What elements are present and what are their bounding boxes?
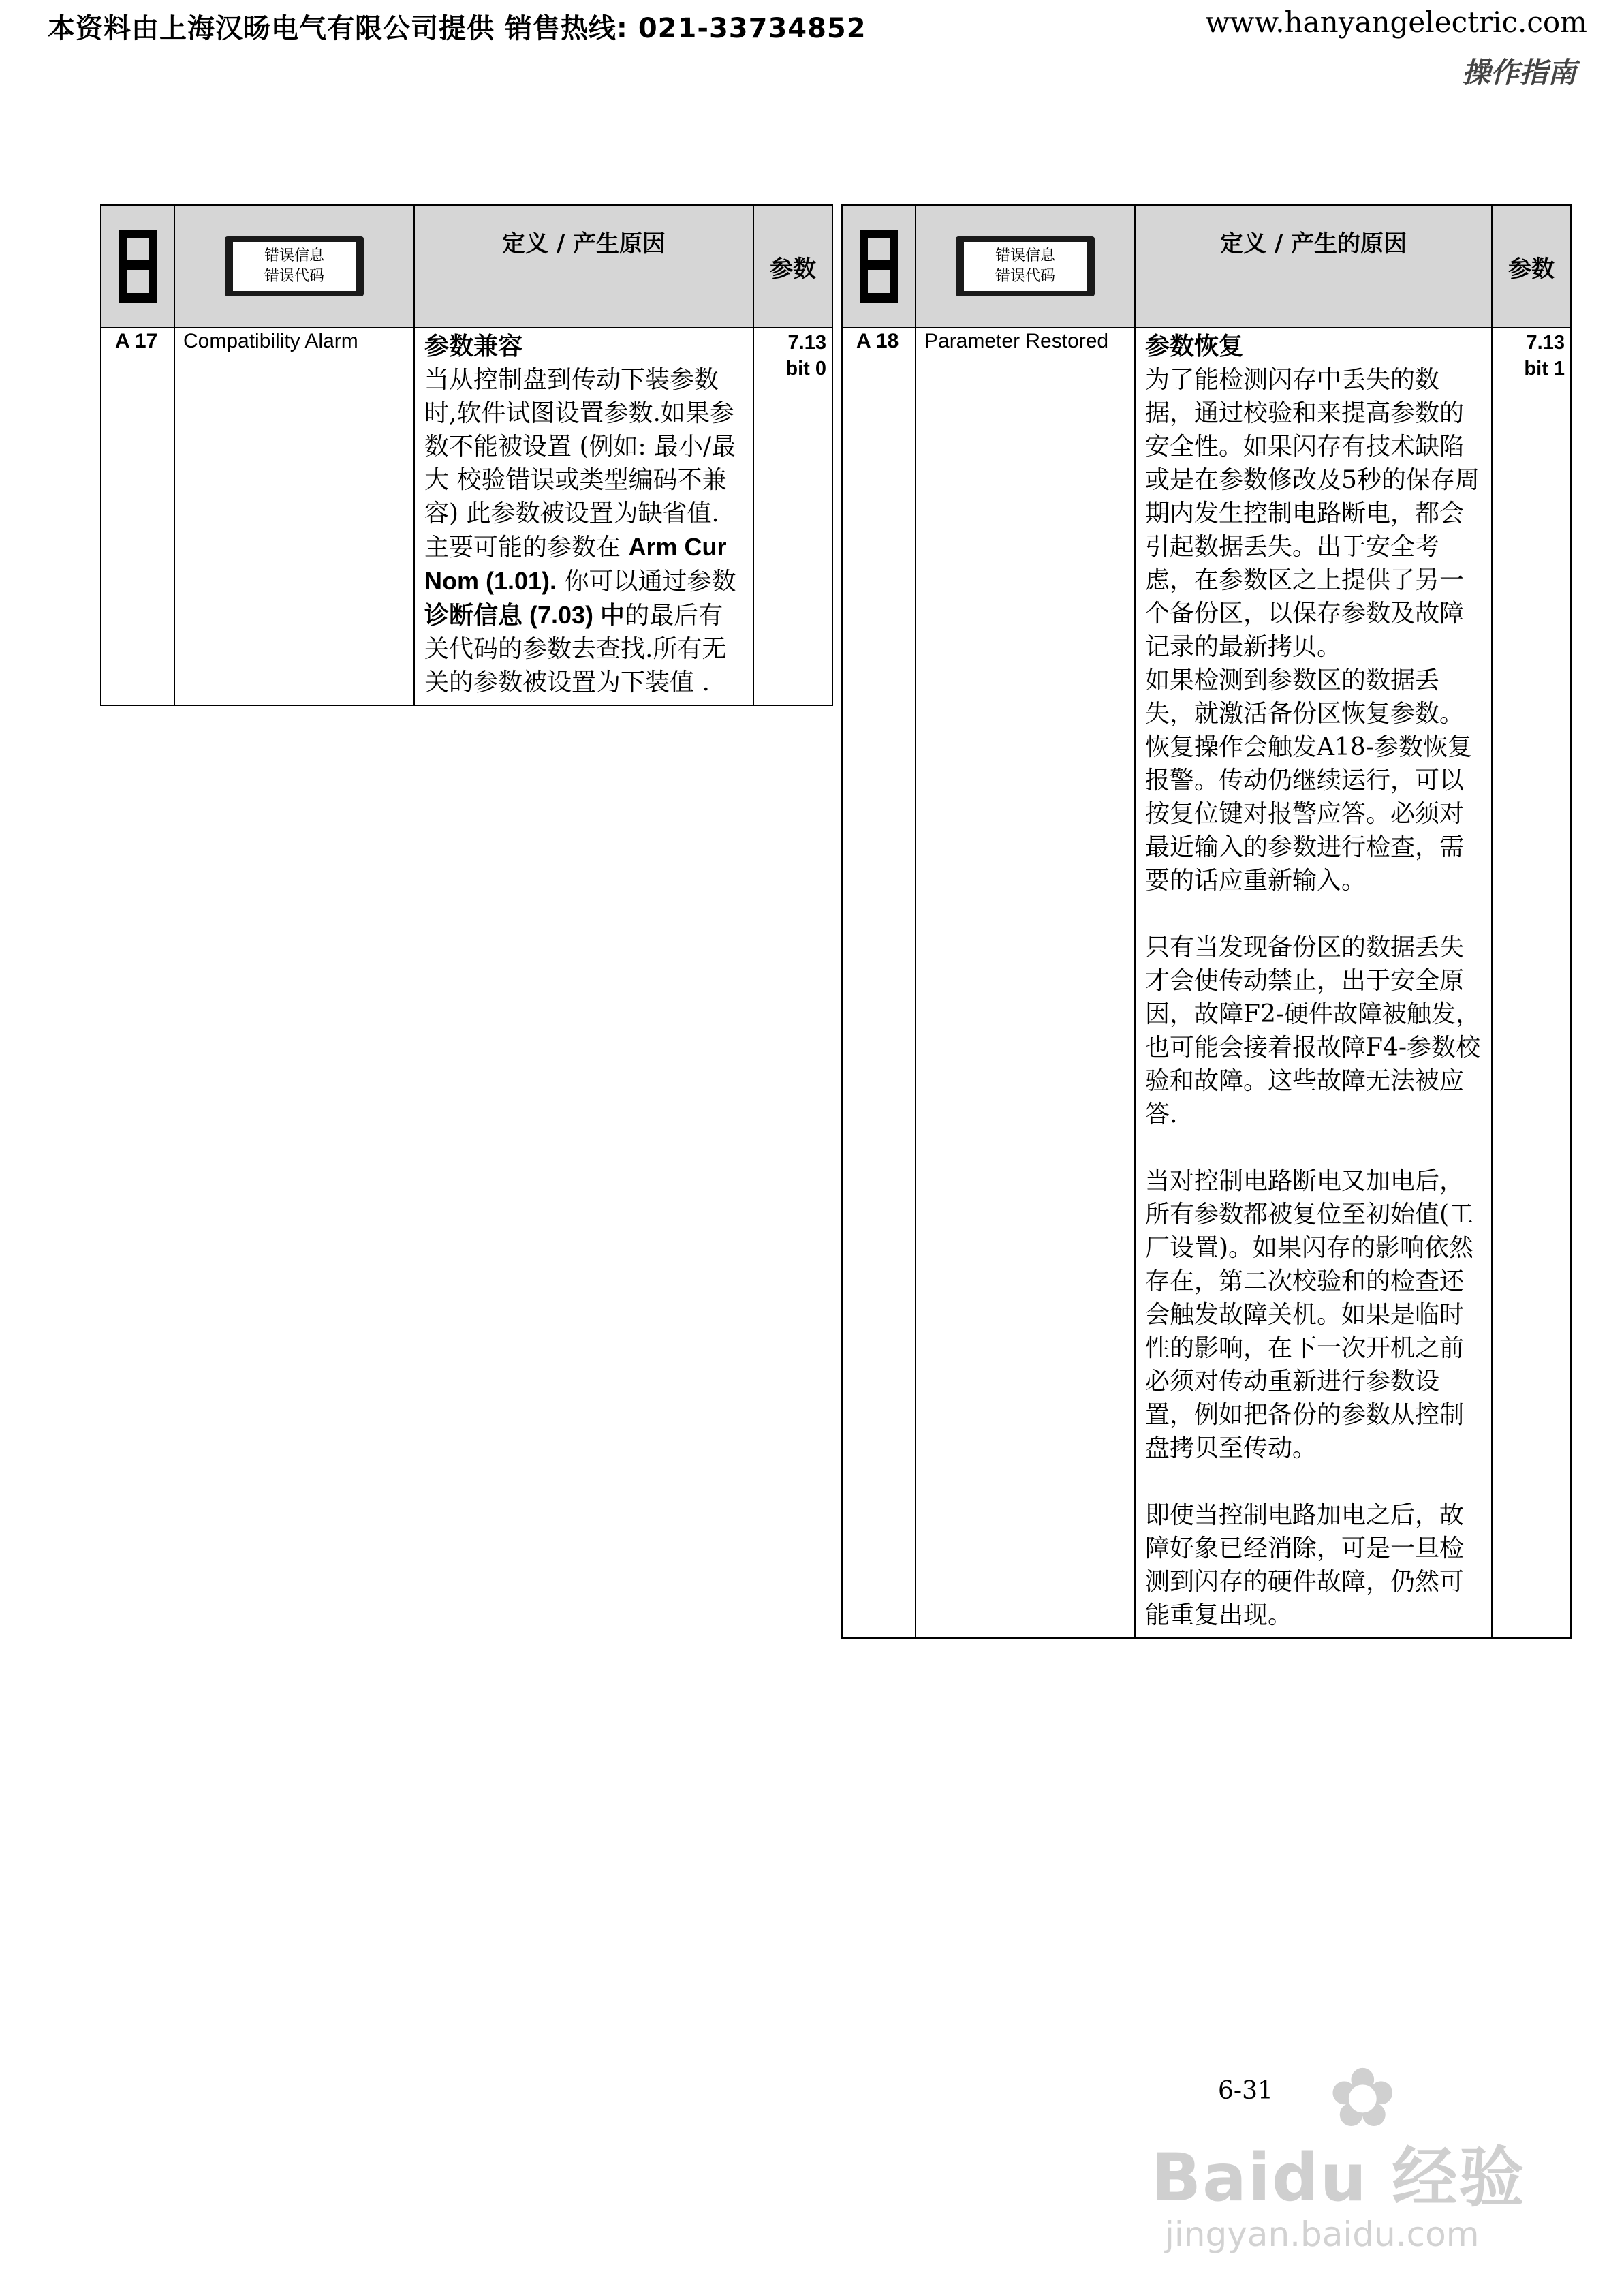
- seven-segment-display-icon: [119, 230, 157, 303]
- parameter-reference: 诊断信息 (7.03) 中: [424, 601, 625, 629]
- watermark-url: jingyan.baidu.com: [1165, 2215, 1480, 2254]
- fault-name: Parameter Restored: [916, 328, 1135, 1638]
- watermark-brand: Baidu 经验: [1151, 2140, 1526, 2216]
- lcd-line-error-code: 错误代码: [264, 268, 324, 285]
- seven-segment-icon-cell: [101, 205, 174, 328]
- lcd-line-error-message: 错误信息: [264, 247, 324, 264]
- page-number: 6-31: [1218, 2077, 1273, 2105]
- table-row: [842, 328, 1571, 1638]
- description-title: 参数兼容: [424, 332, 523, 360]
- seven-segment-display-icon: [860, 230, 898, 303]
- description-text: 你可以通过参数: [557, 568, 736, 596]
- company-hotline: 本资料由上海汉旸电气有限公司提供 销售热线: 021-33734852: [48, 13, 866, 44]
- fault-description: [414, 328, 753, 705]
- parameter-bit: bit 0: [785, 358, 826, 380]
- parameter-bit: bit 1: [1524, 358, 1565, 380]
- description-text: 的最后有关代码的参数去查找.所有无关的参数被设置为下装值 .: [424, 602, 727, 696]
- parameter-number: 7.13: [1526, 332, 1565, 354]
- fault-table-left: [100, 204, 833, 706]
- parameter-value: [1492, 328, 1571, 1638]
- fault-table-right: [841, 204, 1572, 1639]
- lcd-panel-icon: [956, 236, 1095, 296]
- column-header-parameter: 参数: [753, 205, 832, 328]
- column-header-definition: 定义 / 产生的原因: [1135, 205, 1492, 328]
- fault-name: Compatibility Alarm: [174, 328, 414, 705]
- seven-segment-icon-cell: [842, 205, 916, 328]
- table-header-row: [842, 205, 1571, 328]
- description-text: 当从控制盘到传动下装参数时,软件试图设置参数.如果参数不能被设置 (例如: 最小/最大 校验错误或类型编码不兼容) 此参数被设置为缺省值. 主要可能的参数在: [424, 366, 736, 561]
- section-title: 操作指南: [1461, 56, 1576, 89]
- fault-description: [1135, 328, 1492, 1638]
- description-paragraph: 如果检测到参数区的数据丢失，就激活备份区恢复参数。恢复操作会触发A18-参数恢复报警。传动仍继续运行，可以按复位键对报警应答。必须对最近输入的参数进行检查，需要的话应重新输入。: [1145, 666, 1472, 895]
- parameter-value: [753, 328, 832, 705]
- column-header-parameter: 参数: [1492, 205, 1571, 328]
- fault-code: A 18: [842, 328, 916, 1638]
- parameter-reference: Arm Cur Nom (1.01).: [424, 533, 727, 595]
- description-paragraph: 只有当发现备份区的数据丢失才会使传动禁止，出于安全原因，故障F2-硬件故障被触发，也可能会接着报故障F4-参数校验和故障。这些故障无法被应答.: [1145, 934, 1481, 1128]
- description-paragraph: 为了能检测闪存中丢失的数据，通过校验和来提高参数的安全性。如果闪存有技术缺陷或是在参数修改及5秒的保存周期内发生控制电路断电，都会引起数据丢失。出于安全考虑，在参数区之上提供了另一个备份区，以保存参数及故障记录的最新拷贝。: [1145, 366, 1480, 661]
- top-banner: [48, 4, 1587, 45]
- lcd-panel-cell: [174, 205, 414, 328]
- lcd-panel-icon: [225, 236, 364, 296]
- lcd-panel-cell: [916, 205, 1135, 328]
- lcd-line-error-code: 错误代码: [995, 268, 1055, 285]
- paw-logo-icon: ✿: [1328, 2051, 1397, 2146]
- fault-code: A 17: [101, 328, 174, 705]
- parameter-number: 7.13: [787, 332, 826, 354]
- description-title: 参数恢复: [1145, 332, 1244, 360]
- description-paragraph: 即使当控制电路加电之后，故障好象已经消除，可是一旦检测到闪存的硬件故障，仍然可能重复出现。: [1145, 1501, 1465, 1629]
- baidu-watermark: [1151, 2051, 1533, 2269]
- column-header-definition: 定义 / 产生原因: [414, 205, 753, 328]
- description-paragraph: 当对控制电路断电又加电后，所有参数都被复位至初始值(工厂设置)。如果闪存的影响依然存在，第二次校验和的检查还会触发故障关机。如果是临时性的影响，在下一次开机之前必须对传动重新进行参数设置，例如把备份的参数从控制盘拷贝至传动。: [1145, 1167, 1474, 1462]
- lcd-line-error-message: 错误信息: [995, 247, 1055, 264]
- company-website-link[interactable]: www.hanyangelectric.com: [1205, 5, 1587, 39]
- table-header-row: [101, 205, 832, 328]
- table-row: [101, 328, 832, 705]
